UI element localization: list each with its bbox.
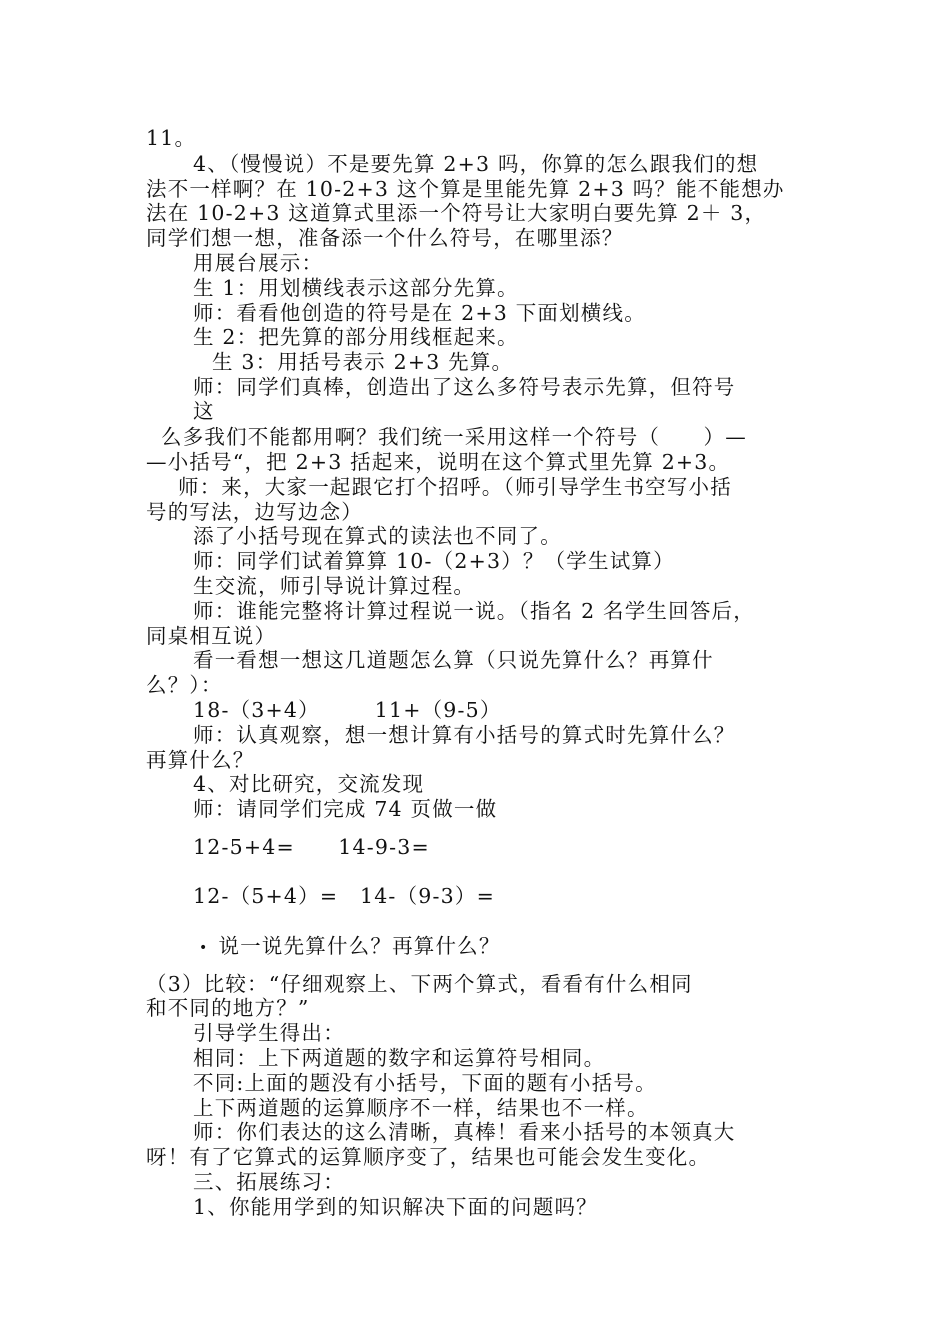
- text-line: 添了小括号现在算式的读法也不同了。: [193, 524, 562, 548]
- text-line: 这: [193, 399, 215, 423]
- text-line: 再算什么？: [146, 748, 255, 772]
- text-line: 生 1：用划横线表示这部分先算。: [193, 276, 519, 300]
- text-line: —小括号“，把 2+3 括起来，说明在这个算式里先算 2+3。: [146, 450, 731, 474]
- text-line: 师：请同学们完成 74 页做一做: [193, 797, 498, 821]
- text-line: 上下两道题的运算顺序不一样，结果也不一样。: [193, 1096, 649, 1120]
- text-line: 引导学生得出：: [193, 1021, 345, 1045]
- text-line: 么多我们不能都用啊？我们统一采用这样一个符号（ ）—: [161, 425, 747, 449]
- text-line: 师：来，大家一起跟它打个招呼。（师引导学生书空写小括: [178, 475, 732, 499]
- text-line: 师：谁能完整将计算过程说一说。（指名 2 名学生回答后，: [193, 599, 755, 623]
- text-line: 4、（慢慢说）不是要先算 2+3 吗，你算的怎么跟我们的想: [193, 152, 759, 176]
- text-line: 号的写法，边写边念）: [146, 500, 363, 524]
- text-line: 用展台展示：: [193, 251, 324, 275]
- text-line: 18-（3+4） 11+（9-5）: [193, 698, 502, 722]
- text-line: 师：认真观察，想一想计算有小括号的算式时先算什么？: [193, 723, 736, 747]
- text-line: 11。: [146, 126, 197, 150]
- text-line: 呀！有了它算式的运算顺序变了，结果也可能会发生变化。: [146, 1145, 711, 1169]
- text-line: 生 3：用括号表示 2+3 先算。: [212, 350, 514, 374]
- text-line: 4、对比研究，交流发现: [193, 772, 425, 796]
- text-line: 和不同的地方？”: [146, 996, 310, 1020]
- text-line: 相同：上下两道题的数字和运算符号相同。: [193, 1046, 606, 1070]
- text-line: 1、你能用学到的知识解决下面的问题吗？: [193, 1195, 598, 1219]
- text-line: 同学们想一想，准备添一个什么符号，在哪里添？: [146, 226, 624, 250]
- bullet-icon: •: [199, 939, 209, 956]
- text-line: 师：看看他创造的符号是在 2+3 下面划横线。: [193, 301, 646, 325]
- text-line: 说一说先算什么？再算什么？: [218, 934, 501, 958]
- text-line: 12-（5+4）= 14-（9-3）=: [193, 884, 495, 908]
- text-line: 同桌相互说）: [146, 624, 277, 648]
- text-line: （3）比较：“仔细观察上、下两个算式，看看有什么相同: [146, 972, 693, 996]
- text-line: 法在 10-2+3 这道算式里添一个符号让大家明白要先算 2＋ 3，: [146, 201, 767, 225]
- text-line: 生 2：把先算的部分用线框起来。: [193, 325, 519, 349]
- text-line: 不同:上面的题没有小括号，下面的题有小括号。: [193, 1071, 657, 1095]
- bullet-line: [199, 934, 501, 960]
- text-line: 师：你们表达的这么清晰，真棒！看来小括号的本领真大: [193, 1120, 736, 1144]
- text-line: 师：同学们试着算算 10-（2+3）？（学生试算）: [193, 549, 675, 573]
- text-line: 生交流，师引导说计算过程。: [193, 574, 476, 598]
- text-line: 12-5+4= 14-9-3=: [193, 835, 430, 859]
- text-line: 法不一样啊？在 10-2+3 这个算是里能先算 2+3 吗？能不能想办: [146, 177, 785, 201]
- text-line: 么？）：: [146, 673, 223, 697]
- text-line: 看一看想一想这几道题怎么算（只说先算什么？再算什: [193, 648, 714, 672]
- text-line: 三、拓展练习：: [193, 1170, 345, 1194]
- text-line: 师：同学们真棒，创造出了这么多符号表示先算，但符号: [193, 375, 736, 399]
